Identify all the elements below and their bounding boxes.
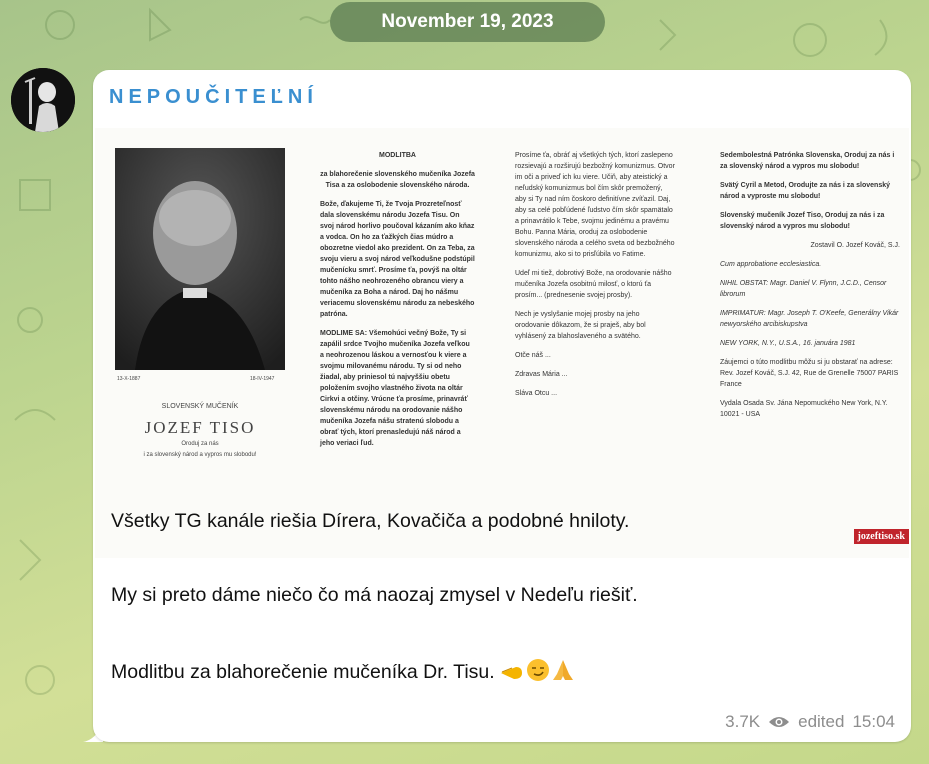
prayer-col-2 (320, 150, 475, 457)
caption-line2: i za slovenský národ a vypros mu slobodu! (143, 452, 257, 458)
prayer-p1: Bože, ďakujeme Ti, že Tvoja Prozreteľnosť dala slovenskému národu Jozefa Tisu. On svoj národ horlivo poučoval kázaním ako kňaz a vodca. On ho za ťažkých čias múdro a obozretne viedol ako prezident. On za Teba, za svoju vieru a svoj národ veľkodušne podstúpil mučenícku smrť. Prosíme ťa, povýš na oltár tohto nášho neohrozeného obrancu viery a mučeníka za Boha a národ. Daj ho nášmu veriacemu slovenskému národu za nebeského patróna. (320, 201, 475, 318)
prayer-col3-p2: Udeľ mi tiež, dobrotivý Bože, na orodovanie nášho mučeníka Jozefa osobitnú milosť, o ktorú ťa prosím... (prednesenie svojej prosby). (515, 270, 672, 299)
caption-name: JOZEF TISO (144, 418, 256, 437)
caption-martyr: SLOVENSKÝ MUČENÍK (161, 403, 239, 410)
message-line-3: Modlitbu za blahorečenie mučeníka Dr. Tisu. (111, 661, 495, 684)
prayer-col-4 (720, 150, 900, 428)
prayer-col4-p3: Slovenský mučeník Jozef Tiso, Oroduj za nás i za slovenský národ a vypros mu slobodu! (720, 212, 885, 230)
caption-line1: Oroduj za nás (181, 441, 219, 447)
avatar-figure-icon (11, 68, 75, 132)
date-separator: November 19, 2023 (330, 2, 605, 42)
message-time: 15:04 (852, 712, 895, 731)
prayer-col3-p3: Nech je vyslyšanie mojej prosby na jeho orodovanie dôkazom, že si praješ, aby bol vyhlásený za blahoslaveného a svätého. (515, 311, 646, 340)
portrait-figure-icon (115, 148, 285, 370)
prayer-place: NEW YORK, N.Y., U.S.A., 16. januára 1981 (720, 340, 856, 347)
prayer-col3-l2: Zdravas Mária ... (515, 371, 568, 378)
birth-date: 13-X-1887 (117, 376, 141, 382)
message-line-3-row (111, 658, 901, 688)
prayer-col4-p1: Sedembolestná Patrónka Slovenska, Oroduj za nás i za slovenský národ a vypros mu slobodu! (720, 152, 895, 170)
message-photo[interactable] (95, 128, 909, 558)
message-bubble[interactable] (93, 70, 911, 742)
message-meta (725, 712, 895, 732)
prayer-nihil-obstat: NIHIL OBSTAT: Magr. Daniel V. Flynn, J.C.D., Censor librorum (720, 280, 887, 298)
prayer-col3-l3: Sláva Otcu ... (515, 390, 558, 397)
channel-avatar[interactable] (11, 68, 75, 132)
prayer-imprimatur: IMPRIMATUR: Magr. Joseph T. O'Keefe, Generálny Vikár newyorského arcibiskupstva (720, 310, 899, 328)
pinched-fingers-emoji (500, 659, 526, 687)
smirk-face-emoji (526, 658, 550, 688)
prayer-col-3 (515, 150, 675, 407)
channel-name[interactable]: NEPOUČITEĽNÍ (109, 86, 318, 108)
prayer-col4-p2: Svätý Cyril a Metod, Orodujte za nás i za slovenský národ a vyproste mu slobodu! (720, 182, 891, 200)
view-count: 3.7K (725, 712, 761, 731)
prayer-title: MODLITBA (379, 152, 416, 159)
prayer-author: Zostavil O. Jozef Kováč, S.J. (810, 242, 900, 249)
folded-hands-emoji (550, 658, 576, 688)
prayer-publisher: Vydala Osada Sv. Jána Nepomuckého New York, N.Y. 10021 - USA (720, 400, 888, 418)
message-line-1: Všetky TG kanále riešia Dírera, Kovačiča a podobné hniloty. (111, 510, 630, 532)
prayer-col3-p1: Prosíme ťa, obráť aj všetkých tých, ktorí zaslepeno rozsievajú a rozširujú bezbožný komunizmus. Otvor im oči a priveď ich ku viere. Učiň, aby ateistický a neľudský komunizmus bol čím skôr premožený, aby si Ty nad ním čoskoro definitívne zvíťazil. Daj, aby sa celé pobľúdené ľudstvo čím skôr spamätalo a prinavrátilo k Tebe, svojmu jedinému a pravému Bohu. Panna Mária, oroduj za oslobodenie slovenského národa a celého sveta od bezbožného komunizmu, ako si to prisľúbila vo Fatime. (515, 152, 675, 258)
prayer-subtitle: za blahorečenie slovenského mučeníka Jozefa Tisa a za oslobodenie slovenského národa. (320, 171, 475, 189)
death-date: 18-IV-1947 (250, 376, 275, 382)
prayer-p2: MODLIME SA: Všemohúci večný Bože, Ty si zapálil srdce Tvojho mučeníka Jozefa veľkou a neohrozenou láskou a vernosťou k viere a svojmu milovanému národu. Ty si od neho žiadal, aby priniesol tú najvyššiu obetu položením svojho vlastného života na oltár Cirkvi a otčiny. Vrúcne ťa prosíme, prinavráť slovenskému národu na orodovanie nášho mučeníka Jozefa nášu stratenú slobodu a obrať tých, ktorí prenasledujú náš národ a jeho veriaci ľud. (320, 330, 470, 447)
prayer-contact: Záujemci o túto modlitbu môžu si ju obstarať na adrese: Rev. Jozef Kováč, S.J. 42, Rue de Grenelle 75007 PARIS France (720, 359, 899, 388)
message-line-2: My si preto dáme niečo čo má naozaj zmysel v Nedeľu riešiť. (111, 584, 638, 606)
prayer-col3-l1: Otče náš ... (515, 352, 551, 359)
edited-label: edited (798, 712, 845, 731)
eye-icon (768, 715, 790, 729)
portrait-photo (115, 148, 285, 370)
watermark: jozeftiso.sk (854, 529, 910, 544)
prayer-approbation: Cum approbatione ecclesiastica. (720, 261, 822, 268)
